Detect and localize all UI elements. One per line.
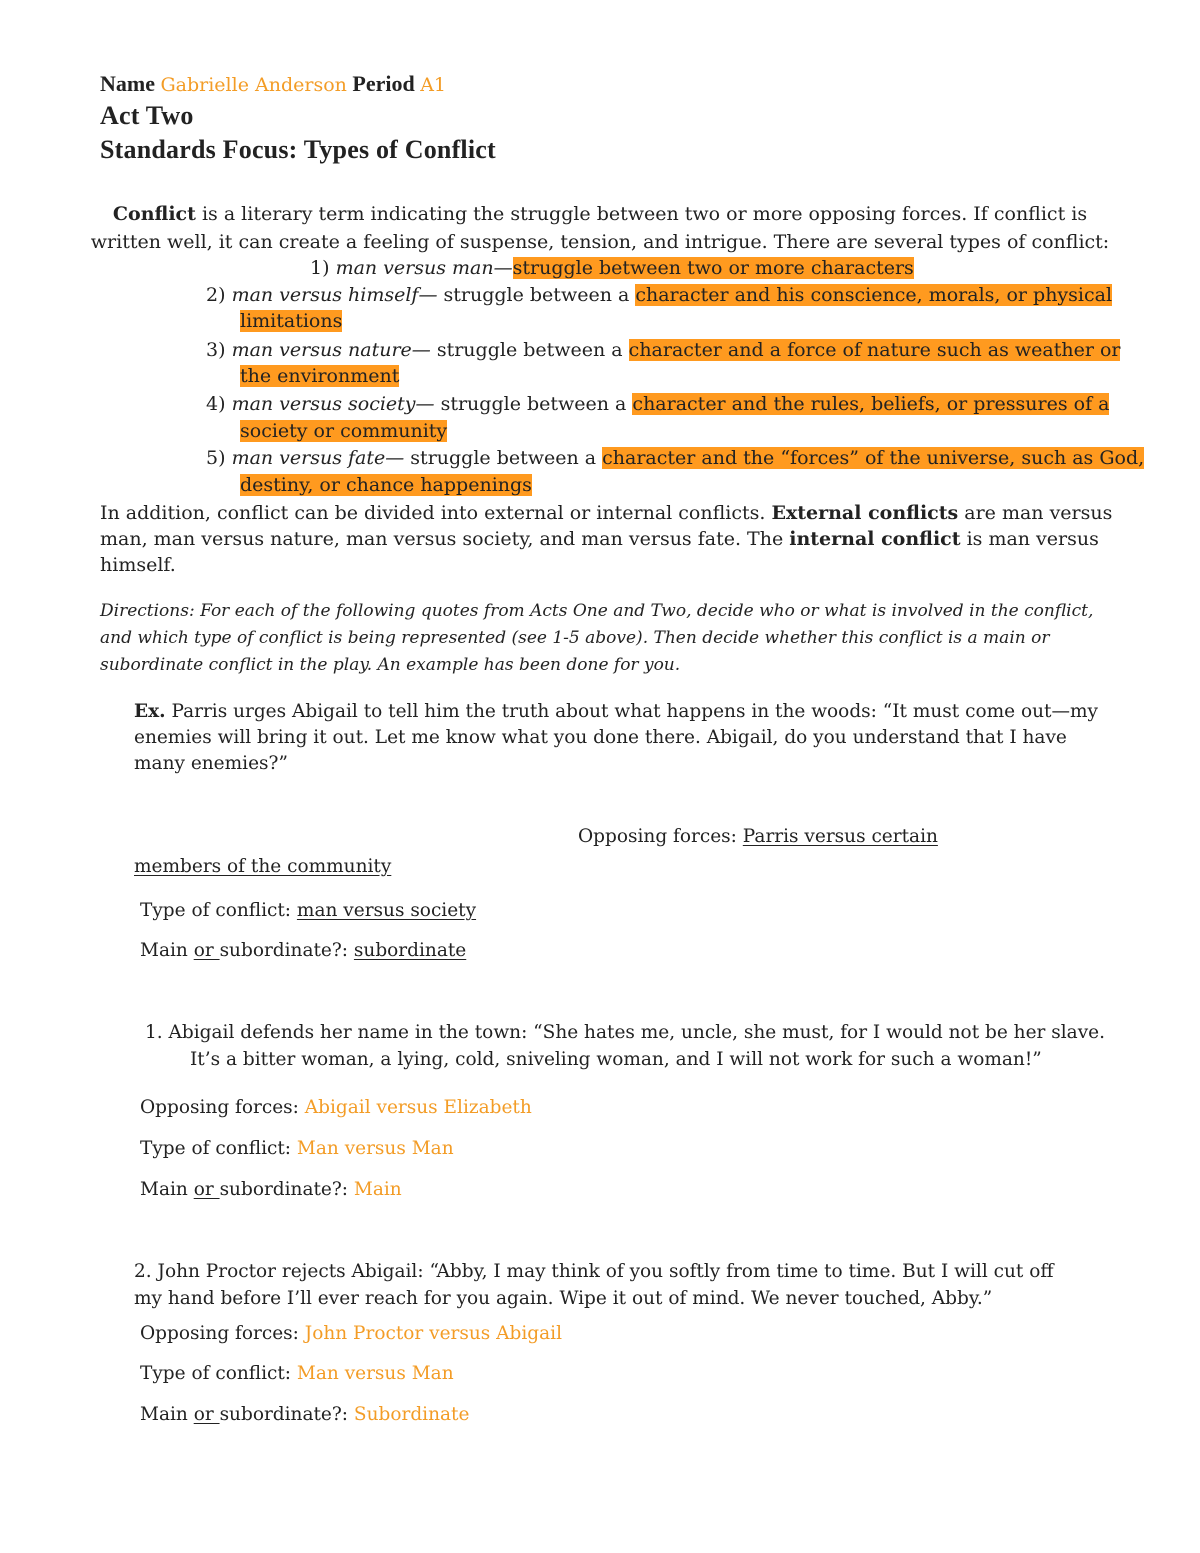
question-2-main-or-subordinate: Main or subordinate?: Subordinate <box>140 1404 470 1425</box>
question-1-type-of-conflict: Type of conflict: Man versus Man <box>140 1138 454 1159</box>
intro-line-2: written well, it can create a feeling of suspense, tension, and intrigue. There are several types of conflict: <box>90 231 1110 253</box>
question-2-type-answer: Man versus Man <box>296 1363 454 1384</box>
addition-paragraph: In addition, conflict can be divided into external or internal conflicts. External conflicts are man versus man, man versus nature, man versus society, and man versus fate. The internal conflict is man versus himself. <box>100 502 1113 576</box>
page-subtitle: Standards Focus: Types of Conflict <box>100 135 496 164</box>
question-2-opposing-forces: Opposing forces: John Proctor versus Abigail <box>140 1323 562 1344</box>
example-main-value: subordinate <box>353 940 467 961</box>
type-4-highlight: character and the rules, beliefs, or pressures of a <box>632 393 1110 415</box>
conflict-term: Conflict <box>112 203 196 225</box>
period-value: A1 <box>420 74 447 96</box>
question-1-main-or-subordinate: Main or subordinate?: Main <box>140 1179 402 1200</box>
question-1-opposing-forces: Opposing forces: Abigail versus Elizabeth <box>140 1097 532 1118</box>
type-item-4-cont: society or community <box>240 420 448 442</box>
example-opposing-forces-cont: members of the community <box>134 856 392 877</box>
question-1-type-answer: Man versus Man <box>296 1138 454 1159</box>
intro-line-1 <box>60 201 1140 227</box>
question-2-quote-line-2: my hand before I’ll ever reach for you again. Wipe it out of mind. We never touched, Abby.” <box>134 1288 993 1309</box>
example-opposing-value: Parris versus certain <box>742 826 938 847</box>
question-1-quote-line-1: 1. Abigail defends her name in the town: “She hates me, uncle, she must, for I would not be her slave. <box>145 1022 1105 1043</box>
example-type-of-conflict: Type of conflict: man versus society <box>140 900 477 921</box>
page-title: Act Two <box>100 101 194 130</box>
name-label: Name <box>100 71 155 96</box>
type-item-3-cont: the environment <box>240 365 400 387</box>
type-item-4: 4) man versus society— struggle between a character and the rules, beliefs, or pressures of a <box>206 393 1110 415</box>
type-item-5: 5) man versus fate— struggle between a character and the “forces” of the universe, such as God, <box>206 447 1145 469</box>
type-1-highlight: struggle between two or more characters <box>512 257 914 279</box>
question-1-opposing-answer: Abigail versus Elizabeth <box>304 1097 532 1118</box>
period-label: Period <box>352 71 415 96</box>
type-item-1: 1) man versus man—struggle between two or more characters <box>310 257 914 279</box>
question-2-main-answer: Subordinate <box>353 1404 470 1425</box>
type-item-3: 3) man versus nature— struggle between a character and a force of nature such as weather or <box>206 339 1121 361</box>
intro-text-1: is a literary term indicating the struggle between two or more opposing forces. If conflict is <box>195 203 1088 225</box>
question-1-main-answer: Main <box>353 1179 402 1200</box>
question-2-type-of-conflict: Type of conflict: Man versus Man <box>140 1363 454 1384</box>
question-1-quote-line-2: It’s a bitter woman, a lying, cold, sniveling woman, and I will not work for such a woman!” <box>190 1049 1042 1070</box>
type-item-5-cont: destiny, or chance happenings <box>240 474 532 496</box>
example-main-or-subordinate: Main or subordinate?: subordinate <box>140 940 467 961</box>
directions: Directions: For each of the following quotes from Acts One and Two, decide who or what is involved in the conflict, and which type of conflict is being represented (see 1-5 above). Then decide whether this conflict is a main or subordinate conflict in the play. An example has been done for you. <box>100 601 1094 675</box>
example-quote: Ex. Parris urges Abigail to tell him the truth about what happens in the woods: “It must come out—my enemies will bring it out. Let me know what you done there. Abigail, do you understand that I have many enemies?” <box>134 701 1098 774</box>
name-value: Gabrielle Anderson <box>160 74 347 96</box>
example-opposing-forces: Opposing forces: Parris versus certain <box>578 826 938 847</box>
type-2-highlight: character and his conscience, morals, or physical <box>635 284 1113 306</box>
type-5-highlight: character and the “forces” of the universe, such as God, <box>602 447 1145 469</box>
example-label: Ex. <box>134 701 166 722</box>
type-3-highlight: character and a force of nature such as weather or <box>628 339 1121 361</box>
type-item-2-cont: limitations <box>240 310 343 332</box>
type-item-2: 2) man versus himself— struggle between a character and his conscience, morals, or physical <box>206 284 1113 306</box>
example-type-value: man versus society <box>296 900 477 921</box>
question-2-quote-line-1: 2. John Proctor rejects Abigail: “Abby, I may think of you softly from time to time. But I will cut off <box>134 1261 1054 1282</box>
name-period-line <box>100 70 446 99</box>
question-2-opposing-answer: John Proctor versus Abigail <box>304 1323 562 1344</box>
